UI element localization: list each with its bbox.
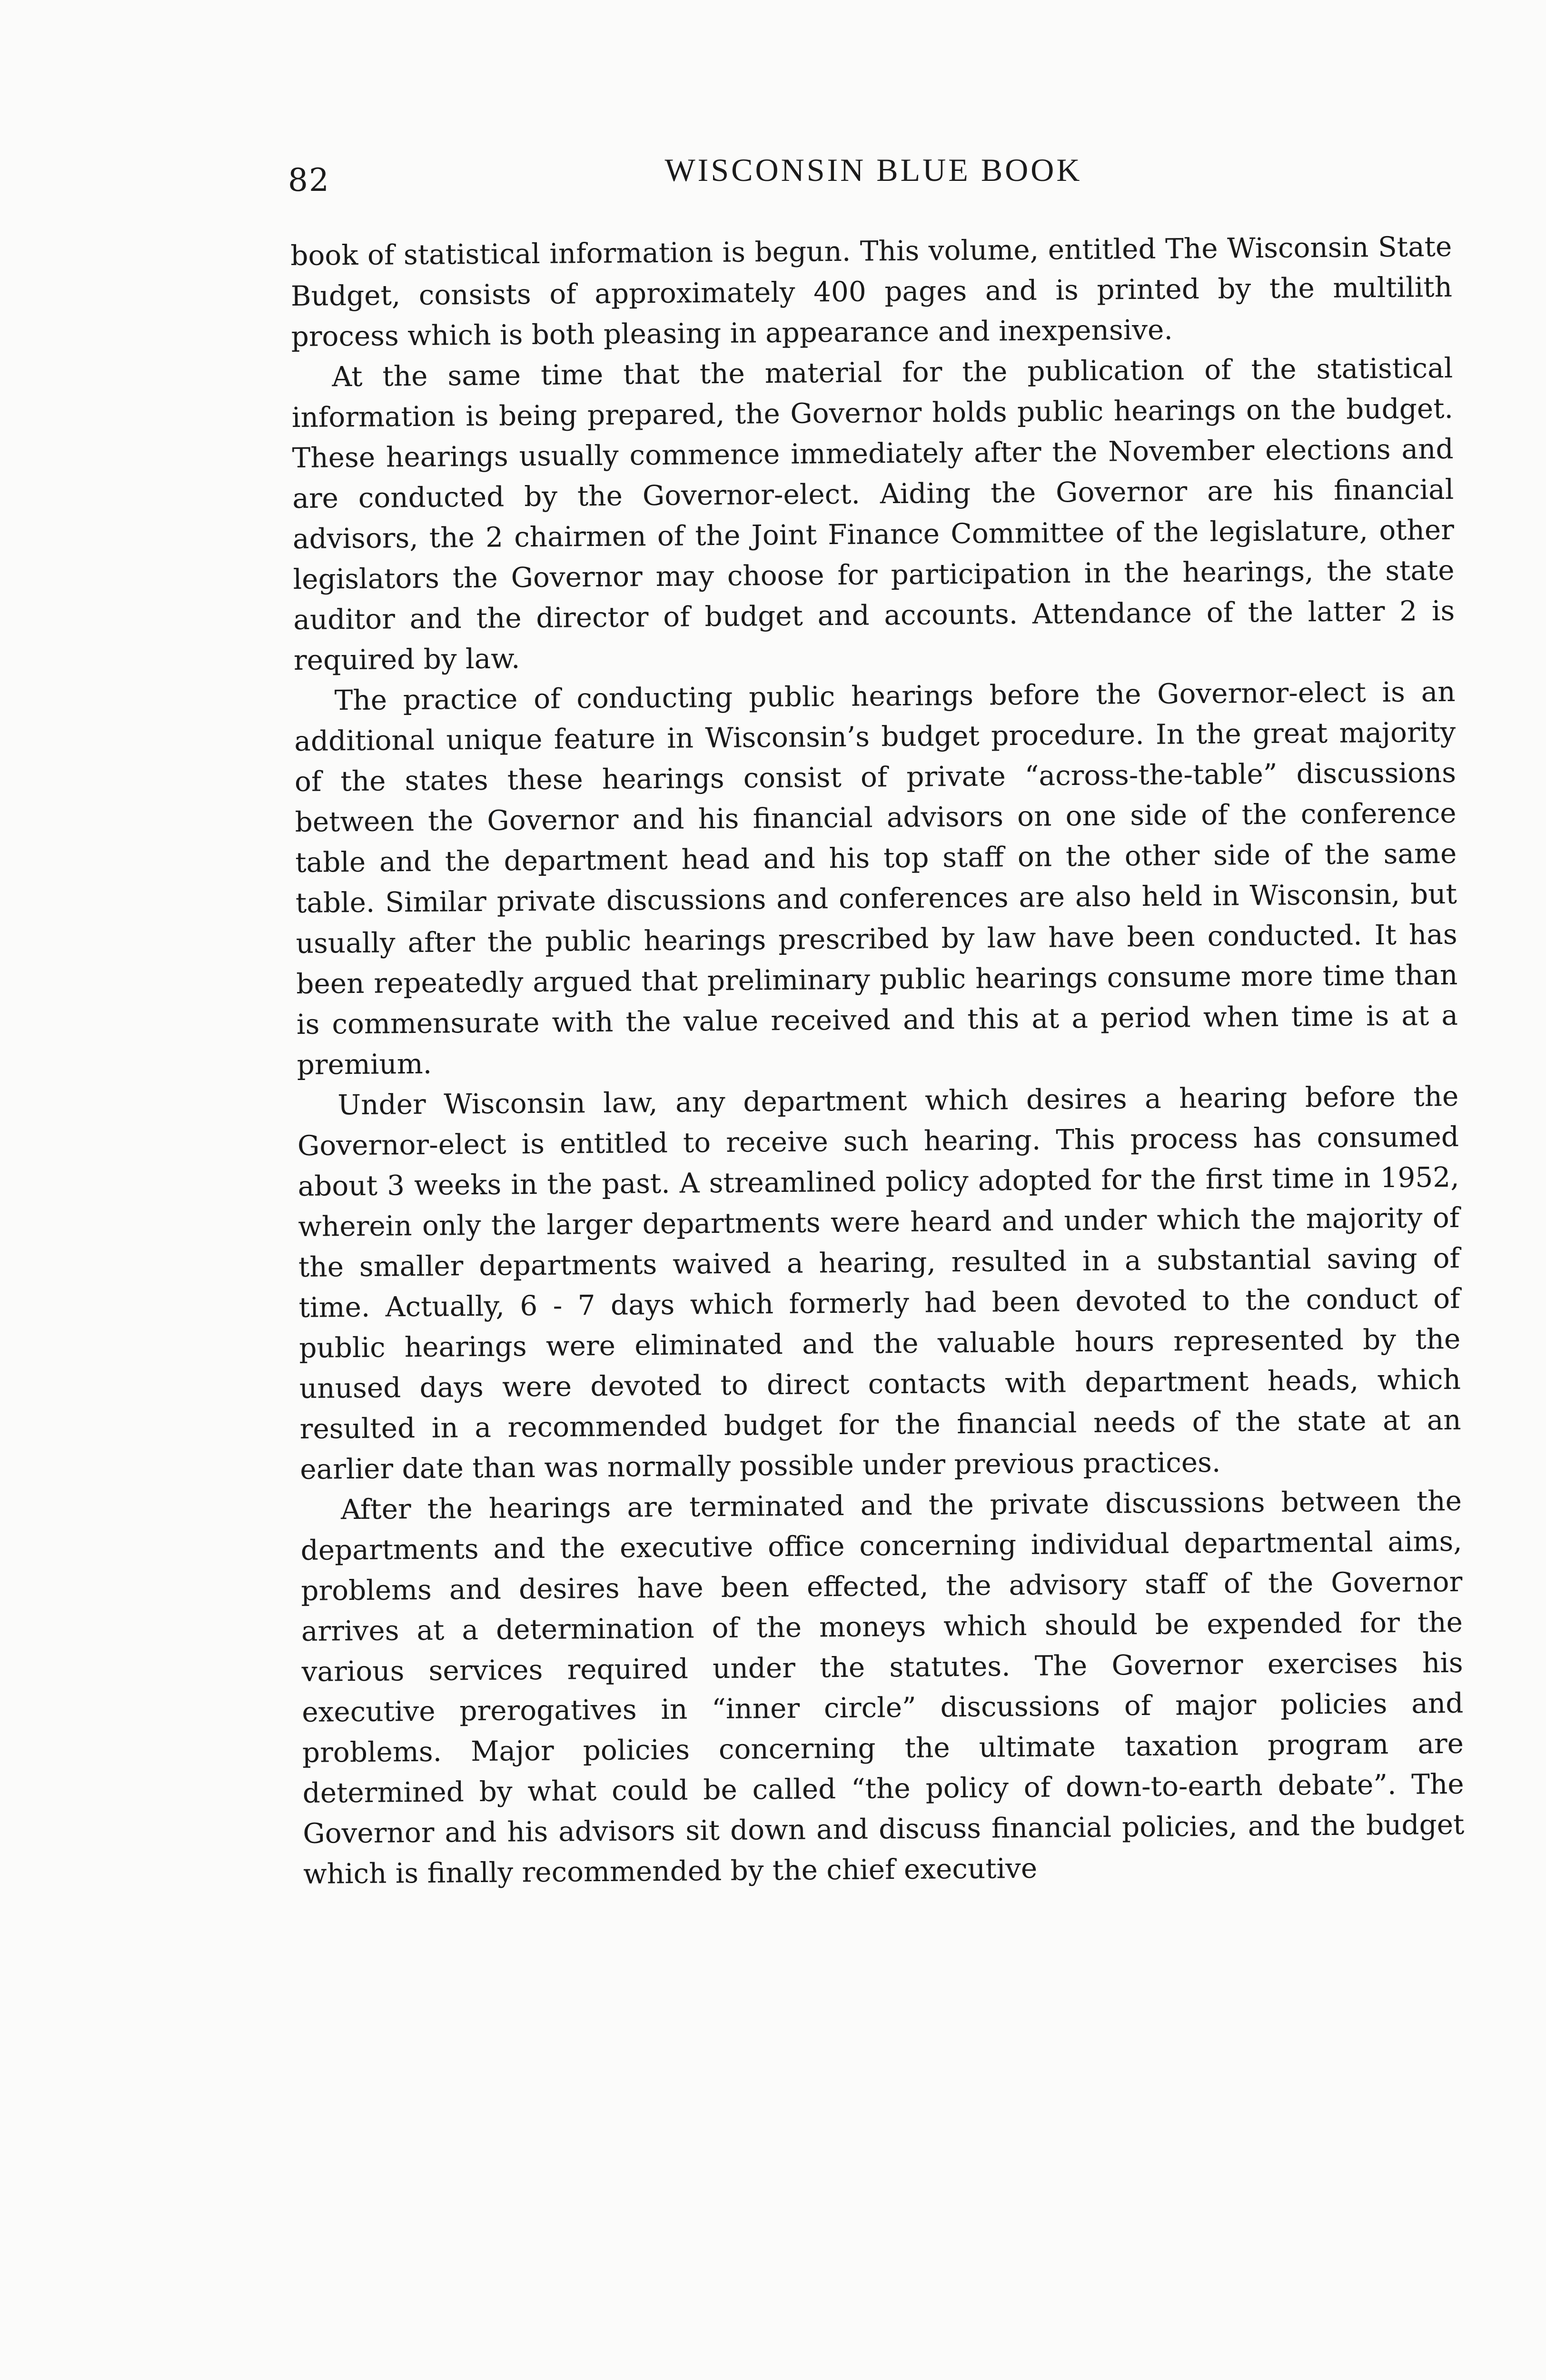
body-text	[290, 227, 1467, 2235]
page-number: 82	[288, 162, 330, 198]
paragraph-hearing-practice: The practice of conducting public hearings before the Governor-elect is an additional unique feature in Wisconsin’s budget procedure. In the great majority of the states these hearings consist of private “across-the-table” discussions between the Governor and his financial advisors on one side of the conference table and the department head and his top staff on the other side of the same table. Similar private discussions and conferences are also held in Wisconsin, but usually after the public hearings prescribed by law have been conducted. It has been repeatedly argued that preliminary public hearings consume more time than is commensurate with the value received and this at a period when time is at a premium.	[294, 675, 1458, 1081]
running-title: WISCONSIN BLUE BOOK	[664, 152, 1082, 188]
paragraph-wisconsin-law: Under Wisconsin law, any department which desires a hearing before the Governor-elect is entitled to receive such hearing. This process has consumed about 3 weeks in the past. A streamlined policy adopted for the first time in 1952, wherein only the larger departments were heard and under which the majority of the smaller departments waived a hearing, resulted in a substantial saving of time. Actually, 6 - 7 days which formerly had been devoted to the conduct of public hearings were eliminated and the valuable hours represented by the unused days were devoted to direct contacts with department heads, which resulted in a recommended budget for the financial needs of the state at an earlier date than was normally possible under previous practices.	[297, 1080, 1461, 1486]
paragraph-public-hearings: At the same time that the material for the publication of the statistical information is being prepared, the Governor holds public hearings on the budget. These hearings usually commence immediately after the November elections and are conducted by the Governor-elect. Aiding the Governor are his financial advisors, the 2 chairmen of the Joint Finance Committee of the legislature, other legislators the Governor may choose for participation in the hearings, the state auditor and the director of budget and accounts. Attendance of the latter 2 is required by law.	[291, 351, 1455, 676]
paragraph-continued: book of statistical information is begun. This volume, entitled The Wisconsin State Budget, consists of approximately 400 pages and is printed by the multilith process which is both pleasing in appearance and inexpensive.	[290, 230, 1453, 353]
page-header	[288, 143, 1459, 209]
paragraph-after-hearings: After the hearings are terminated and the private discussions between the departments and the executive office concerning individual departmental aims, problems and desires have been effected, the advisory staff of the Governor arrives at a determination of the moneys which should be expended for the various services required under the statutes. The Governor exercises his executive prerogatives in “inner circle” discussions of major policies and problems. Major policies concerning the ultimate taxation program are determined by what could be called “the policy of down-to-earth debate”. The Governor and his advisors sit down and discuss financial policies, and the budget which is finally recommended by the chief executive	[300, 1484, 1465, 1890]
